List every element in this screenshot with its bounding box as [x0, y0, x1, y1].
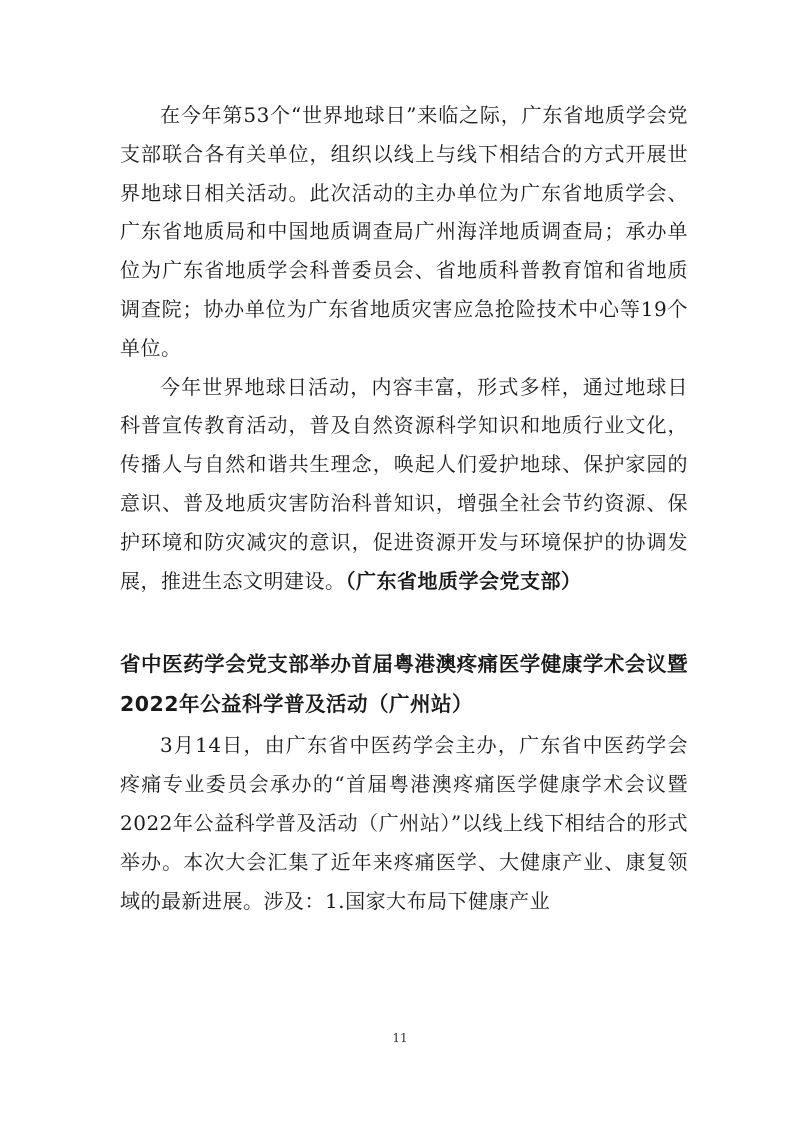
body-paragraph [120, 726, 688, 920]
article-title: 省中医药学会党支部举办首届粤港澳疼痛医学健康学术会议暨2022年公益科学普及活动（广州站） [120, 652, 688, 717]
author-signature: （广东省地质学会党支部） [345, 568, 582, 593]
paragraph-text: 在今年第53个“世界地球日”来临之际，广东省地质学会党支部联合各有关单位，组织以线上与线下相结合的方式开展世界地球日相关活动。此次活动的主办单位为广东省地质学会、广东省地质局和中国地质调查局广州海洋地质调查局；承办单位为广东省地质学会科普委员会、省地质科普教育馆和省地质调查院；协办单位为广东省地质灾害应急抢险技术中心等19个单位。 [120, 103, 688, 360]
body-paragraph [120, 96, 688, 368]
page-content [120, 96, 688, 920]
paragraph-text: 今年世界地球日活动，内容丰富，形式多样，通过地球日科普宣传教育活动，普及自然资源科学知识和地质行业文化，传播人与自然和谐共生理念，唤起人们爱护地球、保护家园的意识、普及地质灾害防治科普知识，增强全社会节约资源、保护环境和防灾减灾的意识，促进资源开发与环境保护的协调发展，推进生态文明建设。 [120, 374, 688, 593]
paragraph-text: 3月14日，由广东省中医药学会主办，广东省中医药学会疼痛专业委员会承办的“首届粤港澳疼痛医学健康学术会议暨2022年公益科学普及活动（广州站）”以线上线下相结合的形式举办。本次大会汇集了近年来疼痛医学、大健康产业、康复领域的最新进展。涉及：1.国家大布局下健康产业 [120, 733, 688, 913]
section-spacer [120, 600, 688, 644]
page-number: 11 [392, 1031, 408, 1045]
body-paragraph [120, 368, 688, 601]
